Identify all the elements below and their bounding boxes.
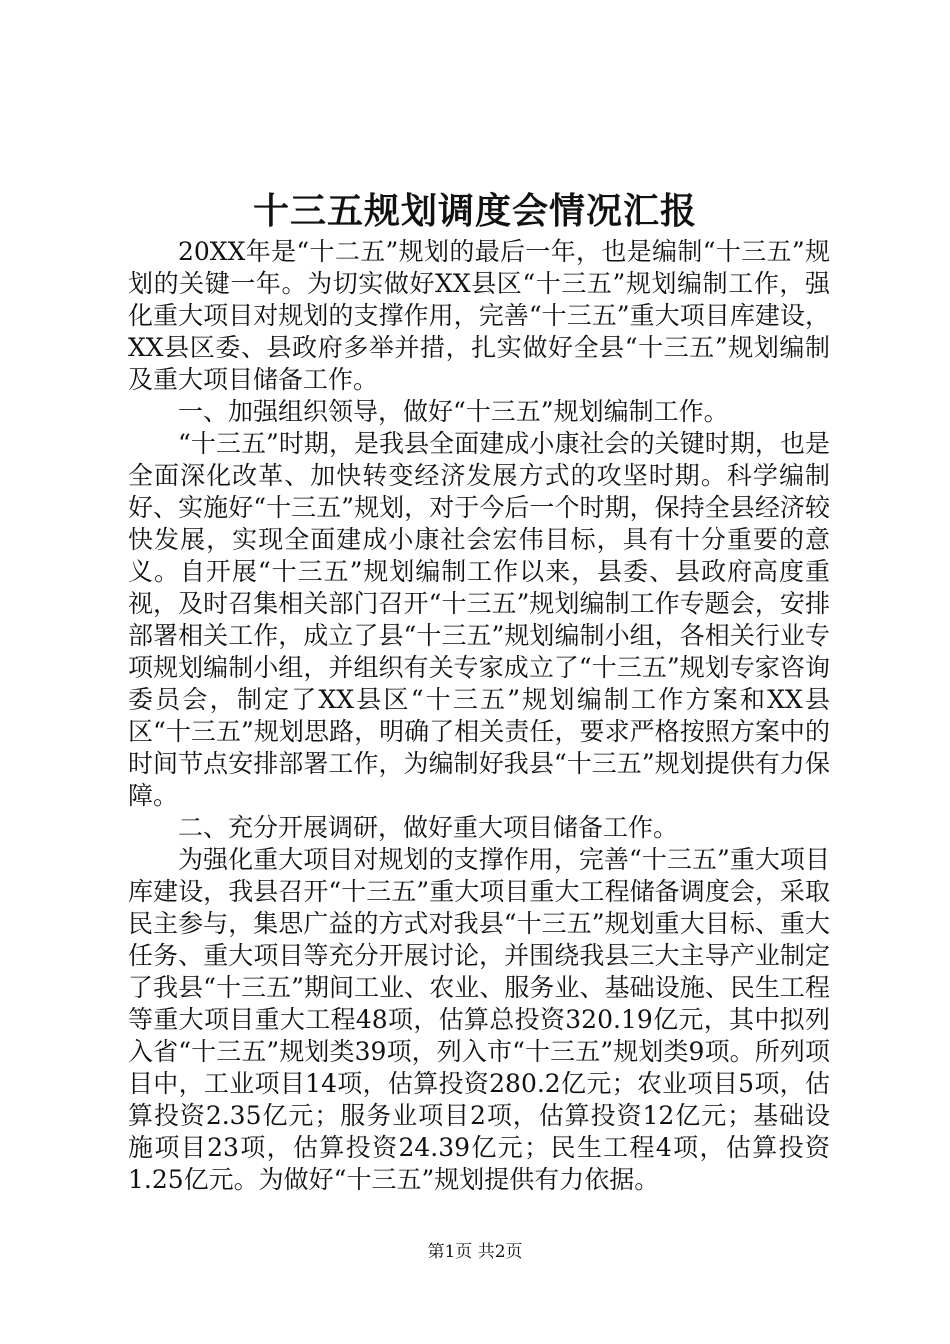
section-heading-2: 二、充分开展调研，做好重大项目储备工作。 [178,813,679,842]
paragraph-intro: 20XX年是“十二五”规划的最后一年，也是编制“十三五”规划的关键一年。为切实做好XX县区“十三五”规划编制工作，强化重大项目对规划的支撑作用，完善“十三五”重大项目库建设，XX县区委、县政府多举并措，扎实做好全县“十三五”规划编制及重大项目储备工作。 [128,237,830,394]
page-footer: 第1页 共2页 [427,1242,523,1262]
section-heading-1: 一、加强组织领导，做好“十三五”规划编制工作。 [178,397,729,426]
paragraph-section-2: 为强化重大项目对规划的支撑作用，完善“十三五”重大项目库建设，我县召开“十三五”重大项目重大工程储备调度会，采取民主参与，集思广益的方式对我县“十三五”规划重大目标、重大任务、重大项目等充分开展讨论，并围绕我县三大主导产业制定了我县“十三五”期间工业、农业、服务业、基础设施、民生工程等重大项目重大工程48项，估算总投资320.19亿元，其中拟列入省“十三五”规划类39项，列入市“十三五”规划类9项。所列项目中，工业项目14项，估算投资280.2亿元；农业项目5项，估算投资2.35亿元；服务业项目2项，估算投资12亿元；基础设施项目23项，估算投资24.39亿元；民生工程4项，估算投资1.25亿元。为做好“十三五”规划提供有力依据。 [128,845,830,1194]
document-body [128,236,830,1196]
paragraph-section-1: “十三五”时期，是我县全面建成小康社会的关键时期，也是全面深化改革、加快转变经济发展方式的攻坚时期。科学编制好、实施好“十三五”规划，对于今后一个时期，保持全县经济较快发展，实现全面建成小康社会宏伟目标，具有十分重要的意义。自开展“十三五”规划编制工作以来，县委、县政府高度重视，及时召集相关部门召开“十三五”规划编制工作专题会，安排部署相关工作，成立了县“十三五”规划编制小组，各相关行业专项规划编制小组，并组织有关专家成立了“十三五”规划专家咨询委员会，制定了XX县区“十三五”规划编制工作方案和XX县区“十三五”规划思路，明确了相关责任，要求严格按照方案中的时间节点安排部署工作，为编制好我县“十三五”规划提供有力保障。 [128,429,830,810]
document-title: 十三五规划调度会情况汇报 [252,190,697,232]
